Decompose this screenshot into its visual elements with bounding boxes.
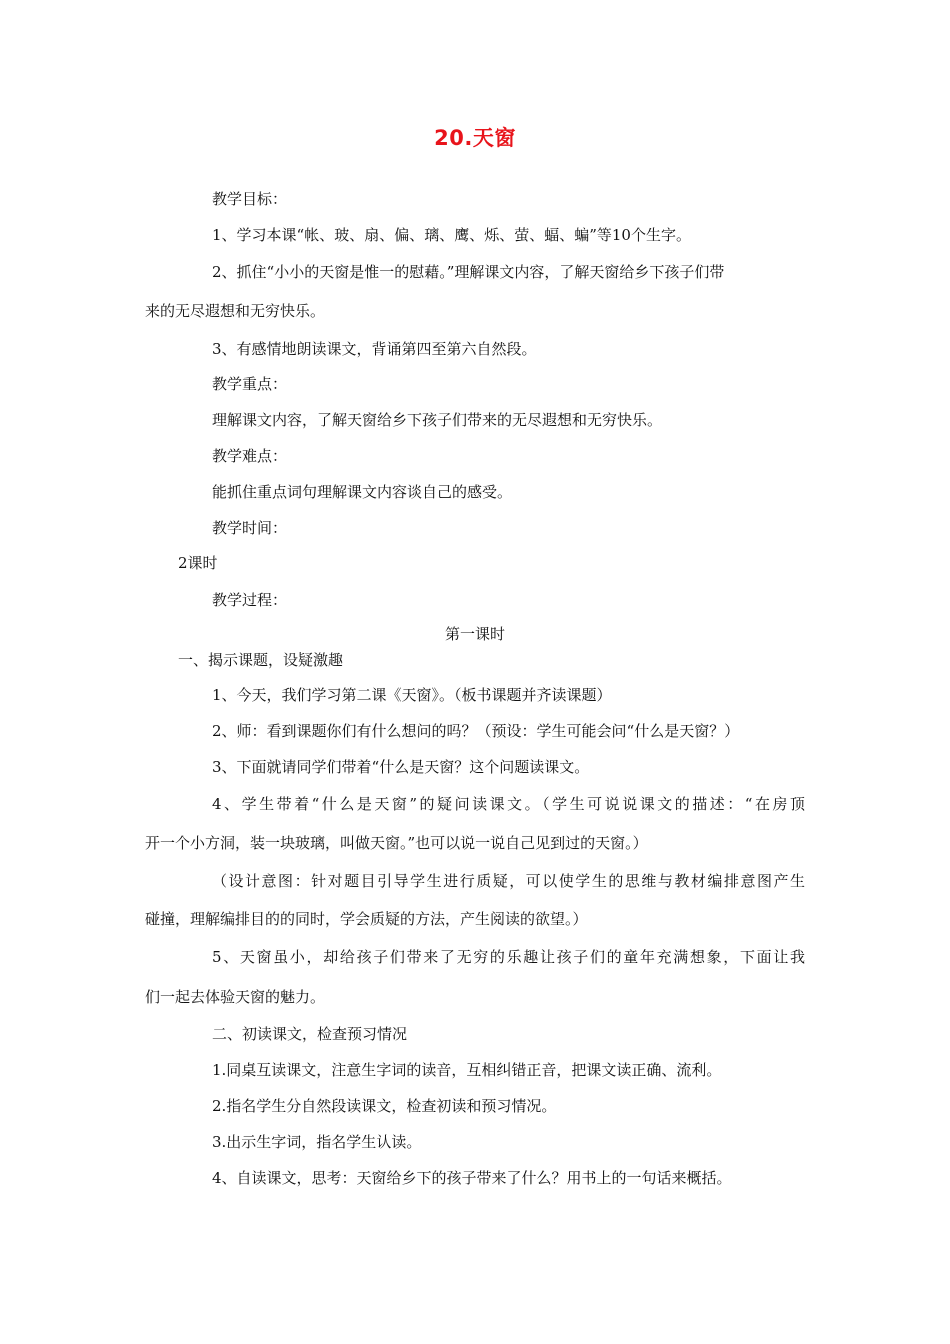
step-4: 4、学生带着“什么是天窗”的疑问读课文。（学生可说说课文的描述：“在房顶 [212,795,805,813]
goal-3: 3、有感情地朗读课文，背诵第四至第六自然段。 [212,340,537,358]
read-step-1: 1.同桌互读课文，注意生字词的读音，互相纠错正音，把课文读正确、流利。 [212,1061,722,1079]
section-one-heading: 一、揭示课题，设疑激趣 [178,651,344,669]
heading-key-points: 教学重点： [212,375,288,393]
step-3: 3、下面就请同学们带着“什么是天窗？这个问题读课文。 [212,758,590,776]
read-step-3: 3.出示生字词，指名学生认读。 [212,1133,422,1151]
section-two-heading: 二、初读课文，检查预习情况 [212,1025,408,1043]
read-step-4: 4、自读课文，思考：天窗给乡下的孩子带来了什么？用书上的一句话来概括。 [212,1169,732,1187]
lesson-one-heading: 第一课时 [444,625,505,643]
teaching-time-text: 2课时 [178,554,218,572]
goal-2-cont: 来的无尽遐想和无穷快乐。 [145,302,326,320]
difficulties-text: 能抓住重点词句理解课文内容谈自己的感受。 [212,483,513,501]
heading-teaching-time: 教学时间： [212,519,288,537]
step-2: 2、师：看到课题你们有什么想问的吗？（预设：学生可能会问“什么是天窗？） [212,722,740,740]
goal-2: 2、抓住“小小的天窗是惟一的慰藉。”理解课文内容，了解天窗给乡下孩子们带 [212,263,725,281]
key-points-text: 理解课文内容，了解天窗给乡下孩子们带来的无尽遐想和无穷快乐。 [212,411,663,429]
document-title: 20.天窗 [434,126,516,150]
goal-1: 1、学习本课“帐、玻、扇、偏、璃、鹰、烁、萤、蝠、蝙”等10个生字。 [212,226,691,244]
read-step-2: 2.指名学生分自然段读课文，检查初读和预习情况。 [212,1097,557,1115]
step-4-cont: 开一个小方洞，装一块玻璃，叫做天窗。”也可以说一说自己见到过的天窗。） [145,834,648,852]
step-1: 1、今天，我们学习第二课《天窗》。（板书课题并齐读课题） [212,686,612,704]
step-5: 5、天窗虽小，却给孩子们带来了无穷的乐趣让孩子们的童年充满想象，下面让我 [212,948,805,966]
design-intent: （设计意图：针对题目引导学生进行质疑，可以使学生的思维与教材编排意图产生 [212,872,805,890]
design-intent-cont: 碰撞，理解编排目的的同时，学会质疑的方法，产生阅读的欲望。） [145,910,588,928]
heading-difficulties: 教学难点： [212,447,288,465]
heading-teaching-goals: 教学目标： [212,190,288,208]
step-5-cont: 们一起去体验天窗的魅力。 [145,988,326,1006]
heading-teaching-process: 教学过程： [212,591,288,609]
